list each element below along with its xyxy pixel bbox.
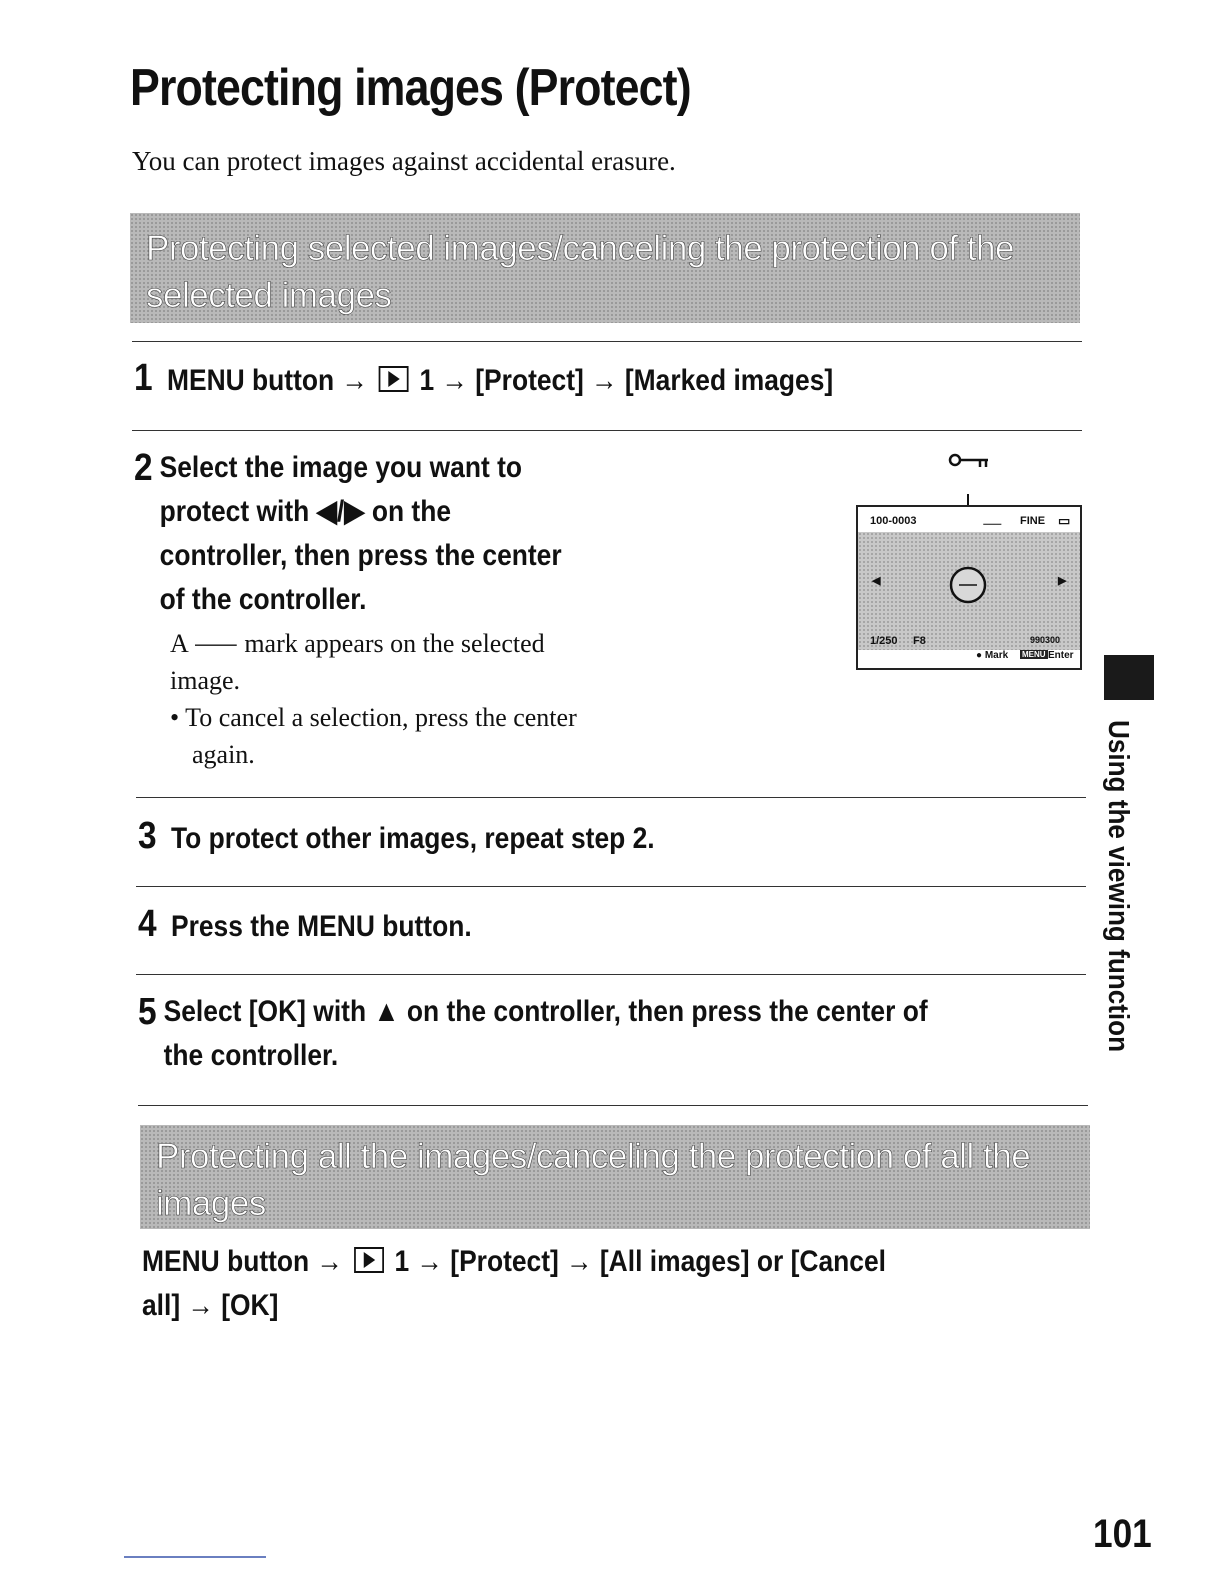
quality-label: FINE [1020, 515, 1046, 527]
enter-label: Enter [1048, 650, 1074, 661]
image-size-icon: ▭ [1058, 513, 1071, 528]
instruction-text: all] → [OK] [142, 1289, 279, 1322]
step-text: protect with ◀/▶ on the [159, 495, 452, 528]
camera-screen-illustration [856, 505, 1082, 670]
step-text: the controller. [163, 1039, 339, 1072]
divider [136, 974, 1086, 975]
step-3 [138, 814, 655, 861]
step-number: 2 [134, 447, 153, 489]
step-text: Press the MENU button. [170, 910, 472, 943]
step-text: 1 → [Protect] → [Marked images] [419, 364, 834, 397]
bullet-text: again. [192, 740, 255, 769]
step-4 [138, 902, 472, 949]
divider [136, 886, 1086, 887]
shutter-speed: 1/250 [870, 635, 898, 647]
protect-mark-icon: ⸺ [983, 518, 1002, 530]
step-2-note [170, 625, 577, 773]
chapter-tab-label: Using the viewing function [1102, 720, 1134, 1053]
step-text: To protect other images, repeat step 2. [170, 822, 655, 855]
note-text: image. [170, 666, 241, 695]
section-heading-line: Protecting all the images/canceling the protection of all the [156, 1137, 1031, 1176]
step-text: Select the image you want to [159, 451, 522, 484]
instruction-text: MENU button → [142, 1245, 343, 1278]
step-text: controller, then press the center [159, 539, 562, 572]
intro-text: You can protect images against accidental erasure. [132, 146, 676, 176]
aperture: F8 [913, 635, 926, 647]
step-5 [138, 990, 928, 1078]
divider [136, 797, 1086, 798]
protect-callout-circle [948, 565, 988, 605]
section-heading-all [140, 1125, 1090, 1229]
image-count: 990300 [1030, 635, 1061, 645]
step-text: Select [OK] with ▲ on the controller, then press the center of [163, 995, 928, 1028]
all-images-instructions [142, 1240, 886, 1328]
mark-label: ● Mark [976, 650, 1009, 661]
instruction-text: 1 → [Protect] → [All images] or [Cancel [394, 1245, 886, 1278]
menu-badge: MENU [1022, 650, 1046, 659]
bullet-text: • To cancel a selection, press the center [170, 703, 577, 732]
left-arrow-icon: ◀ [872, 575, 881, 587]
step-2 [134, 446, 562, 622]
chapter-tab-marker [1104, 655, 1154, 700]
divider [138, 1105, 1088, 1106]
page-number: 101 [1093, 1512, 1152, 1556]
divider [132, 430, 1082, 431]
right-arrow-icon: ▶ [1058, 575, 1067, 587]
file-number: 100-0003 [870, 515, 917, 527]
step-number: 5 [138, 991, 157, 1033]
step-text: MENU button → [166, 364, 368, 397]
page-title: Protecting images (Protect) [130, 59, 691, 117]
step-text: of the controller. [159, 583, 367, 616]
section-heading-selected [130, 213, 1080, 323]
section-heading-line: selected images [146, 276, 392, 315]
playback-icon [354, 1247, 384, 1273]
divider [132, 341, 1082, 342]
step-number: 3 [138, 815, 157, 857]
step-number: 1 [134, 357, 153, 399]
playback-icon [379, 366, 409, 392]
section-heading-line: Protecting selected images/canceling the protection of the [146, 229, 1014, 268]
footer-line [124, 1556, 266, 1558]
section-heading-line: images [156, 1184, 266, 1223]
step-1 [134, 356, 833, 403]
step-number: 4 [138, 903, 157, 945]
note-text: A ⸺ mark appears on the selected [170, 629, 545, 658]
